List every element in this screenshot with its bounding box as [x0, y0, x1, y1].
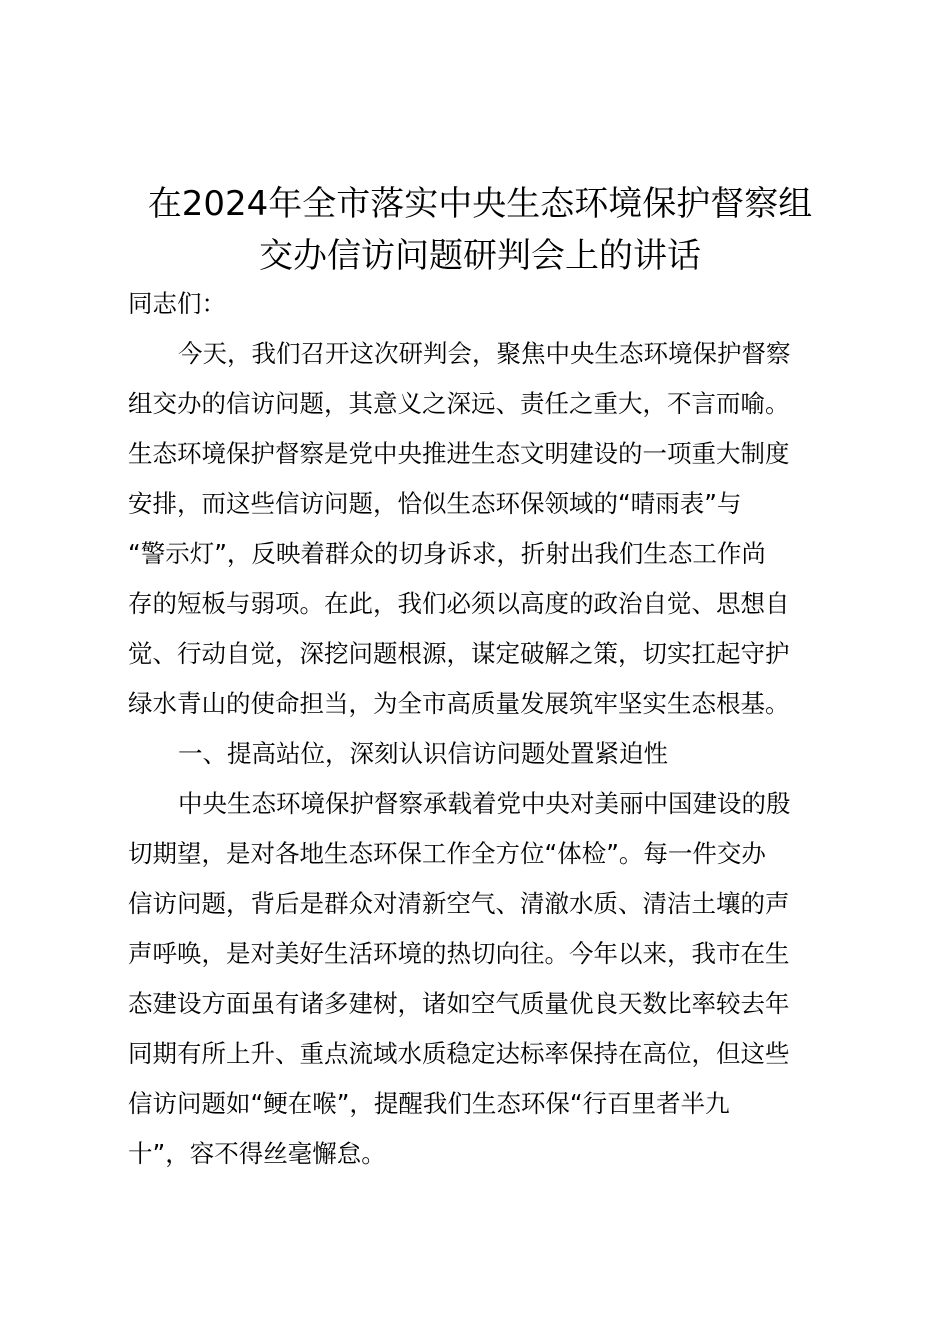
paragraph-1-line-7: 觉、行动自觉，深挖问题根源，谋定破解之策，切实扛起守护: [128, 639, 790, 668]
section-1-heading: 一、提高站位，深刻认识信访问题处置紧迫性: [178, 739, 668, 768]
salutation: 同志们：: [128, 289, 226, 318]
paragraph-2-line-4: 声呼唤，是对美好生活环境的热切向往。今年以来，我市在生: [128, 939, 790, 968]
paragraph-2-line-6: 同期有所上升、重点流域水质稳定达标率保持在高位，但这些: [128, 1039, 790, 1068]
paragraph-2-line-7: 信访问题如“鲠在喉”，提醒我们生态环保“行百里者半九: [128, 1089, 730, 1118]
paragraph-2-line-3: 信访问题，背后是群众对清新空气、清澈水质、清洁土壤的声: [128, 889, 790, 918]
document-title-line-2: 交办信访问题研判会上的讲话: [259, 236, 701, 276]
paragraph-1-line-8: 绿水青山的使命担当，为全市高质量发展筑牢坚实生态根基。: [128, 689, 790, 718]
paragraph-2-line-8: 十”，容不得丝毫懈怠。: [128, 1139, 386, 1168]
document-title-line-1: 在2024年全市落实中央生态环境保护督察组: [147, 184, 813, 224]
paragraph-2-line-2: 切期望，是对各地生态环保工作全方位“体检”。每一件交办: [128, 839, 766, 868]
paragraph-1-line-5: “警示灯”，反映着群众的切身诉求，折射出我们生态工作尚: [128, 539, 766, 568]
paragraph-1-line-4: 安排，而这些信访问题，恰似生态环保领域的“晴雨表”与: [128, 489, 742, 518]
paragraph-1-line-2: 组交办的信访问题，其意义之深远、责任之重大，不言而喻。: [128, 389, 790, 418]
paragraph-1-line-6: 存的短板与弱项。在此，我们必须以高度的政治自觉、思想自: [128, 589, 790, 618]
paragraph-1-line-1: 今天，我们召开这次研判会，聚焦中央生态环境保护督察: [178, 339, 791, 368]
paragraph-1-line-3: 生态环境保护督察是党中央推进生态文明建设的一项重大制度: [128, 439, 790, 468]
paragraph-2-line-1: 中央生态环境保护督察承载着党中央对美丽中国建设的殷: [178, 789, 791, 818]
paragraph-2-line-5: 态建设方面虽有诸多建树，诸如空气质量优良天数比率较去年: [128, 989, 790, 1018]
